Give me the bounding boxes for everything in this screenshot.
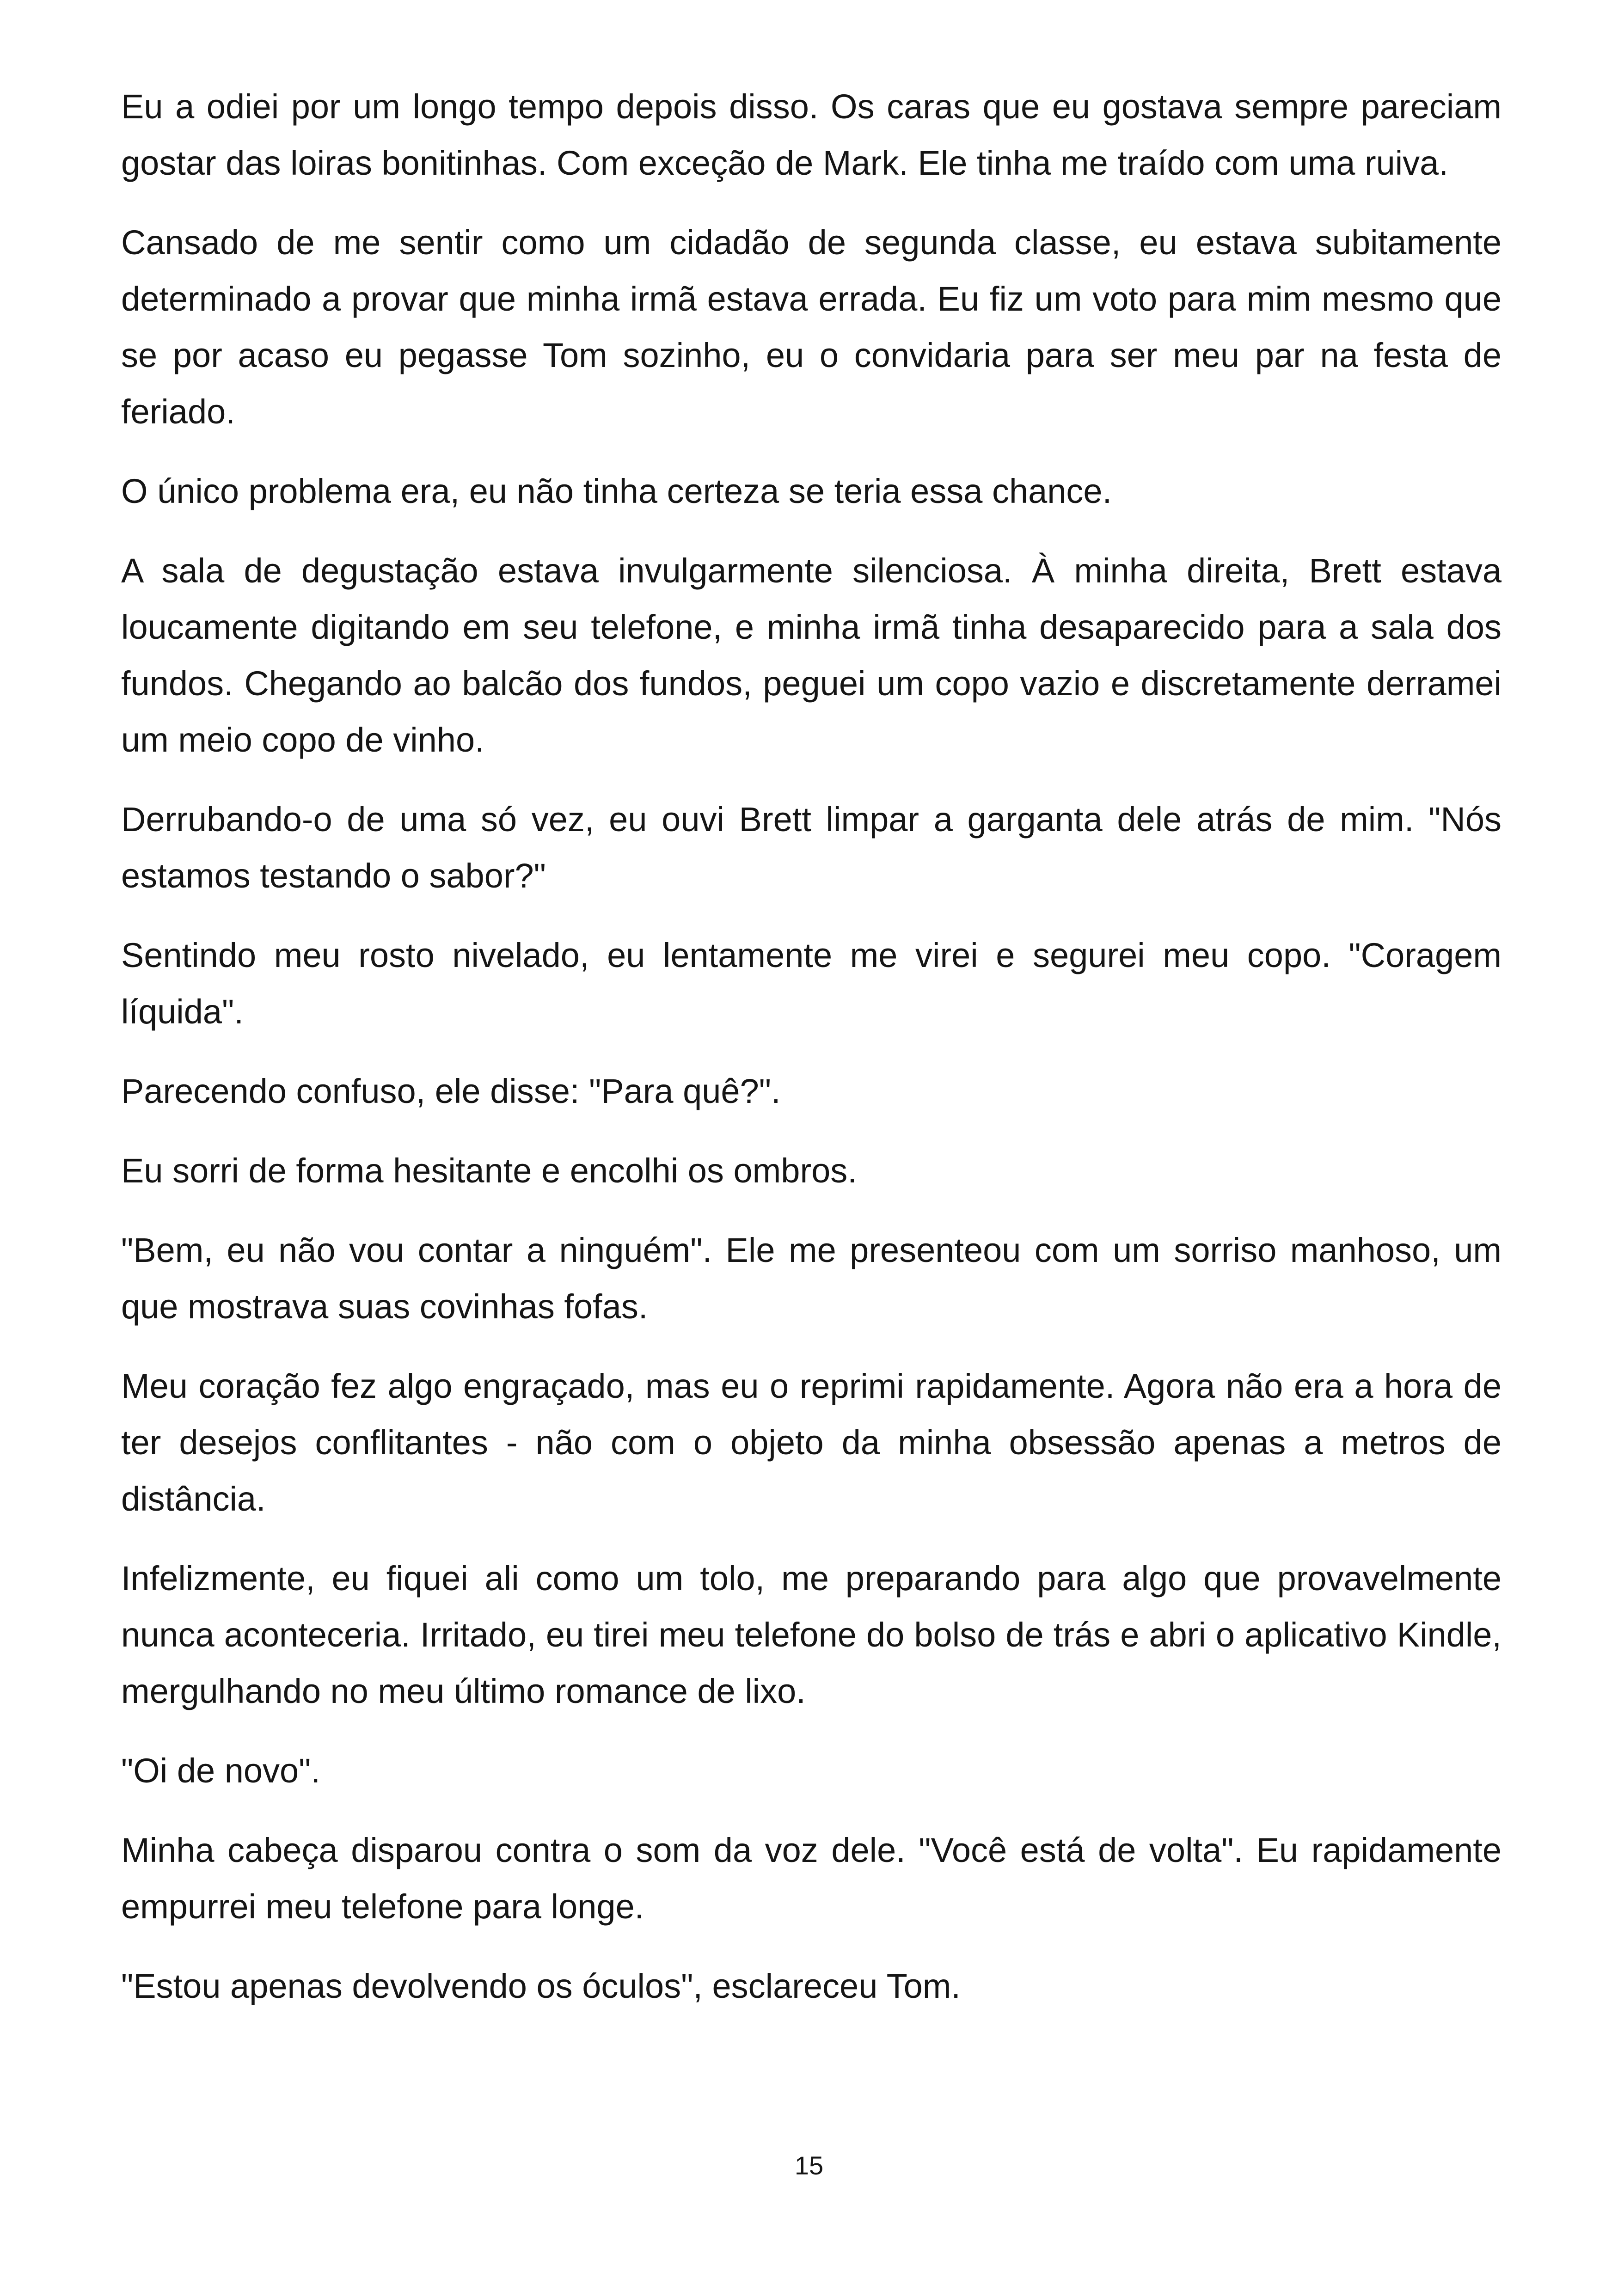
paragraph: Meu coração fez algo engraçado, mas eu o reprimi rapidamente. Agora não era a hora de ter desejos conflitantes - não com o objeto da minha obsessão apenas a metros de distância. xyxy=(121,1367,1502,1518)
paragraph: "Bem, eu não vou contar a ninguém". Ele me presenteou com um sorriso manhoso, um que mostrava suas covinhas fofas. xyxy=(121,1231,1502,1326)
body-text xyxy=(121,79,1502,2038)
paragraph: Eu a odiei por um longo tempo depois disso. Os caras que eu gostava sempre pareciam gostar das loiras bonitinhas. Com exceção de Mark. Ele tinha me traído com uma ruiva. xyxy=(121,87,1502,182)
page-number: 15 xyxy=(794,2151,824,2180)
paragraph: Sentindo meu rosto nivelado, eu lentamente me virei e segurei meu copo. "Coragem líquida". xyxy=(121,936,1502,1031)
paragraph: "Estou apenas devolvendo os óculos", esclareceu Tom. xyxy=(121,1967,961,2005)
paragraph: O único problema era, eu não tinha certeza se teria essa chance. xyxy=(121,472,1112,510)
paragraph: Eu sorri de forma hesitante e encolhi os ombros. xyxy=(121,1151,857,1190)
paragraph: A sala de degustação estava invulgarmente silenciosa. À minha direita, Brett estava loucamente digitando em seu telefone, e minha irmã tinha desaparecido para a sala dos fundos. Chegando ao balcão dos fundos, peguei um copo vazio e discretamente derramei um meio copo de vinho. xyxy=(121,551,1502,759)
paragraph: Parecendo confuso, ele disse: "Para quê?". xyxy=(121,1072,781,1110)
paragraph: Infelizmente, eu fiquei ali como um tolo, me preparando para algo que provavelmente nunca aconteceria. Irritado, eu tirei meu telefone do bolso de trás e abri o aplicativo Kindle, mergulhando no meu último romance de lixo. xyxy=(121,1559,1502,1710)
paragraph: Derrubando-o de uma só vez, eu ouvi Brett limpar a garganta dele atrás de mim. "Nós estamos testando o sabor?" xyxy=(121,800,1502,895)
paragraph: Cansado de me sentir como um cidadão de segunda classe, eu estava subitamente determinado a provar que minha irmã estava errada. Eu fiz um voto para mim mesmo que se por acaso eu pegasse Tom sozinho, eu o convidaria para ser meu par na festa de feriado. xyxy=(121,223,1502,431)
paragraph: "Oi de novo". xyxy=(121,1751,320,1790)
paragraph: Minha cabeça disparou contra o som da voz dele. "Você está de volta". Eu rapidamente empurrei meu telefone para longe. xyxy=(121,1831,1502,1926)
